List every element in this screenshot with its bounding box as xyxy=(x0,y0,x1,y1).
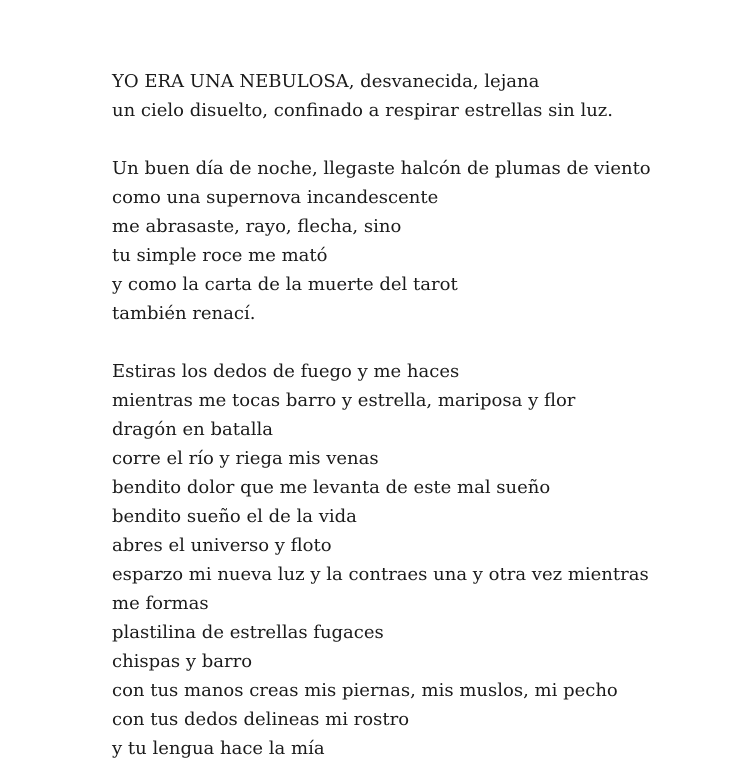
stanza-2 xyxy=(112,154,712,328)
poem-line: Un buen día de noche, llegaste halcón de plumas de viento xyxy=(112,158,651,179)
poem-line: plastilina de estrellas fugaces xyxy=(112,622,384,643)
poem-line: me formas xyxy=(112,593,209,614)
stanza-3 xyxy=(112,357,712,763)
poem-line: bendito dolor que me levanta de este mal sueño xyxy=(112,477,551,498)
poem-line: abres el universo y floto xyxy=(112,535,332,556)
poem-line: dragón en batalla xyxy=(112,419,273,440)
poem-line: y tu lengua hace la mía xyxy=(112,738,325,759)
poem-line: esparzo mi nueva luz y la contraes una y otra vez mientras xyxy=(112,564,649,585)
poem-line: me abrasaste, rayo, flecha, sino xyxy=(112,216,402,237)
poem-line: también renací. xyxy=(112,303,256,324)
poem-line: corre el río y riega mis venas xyxy=(112,448,379,469)
poem-line: chispas y barro xyxy=(112,651,253,672)
poem-line: mientras me tocas barro y estrella, mariposa y flor xyxy=(112,390,576,411)
poem-line: un cielo disuelto, confinado a respirar estrellas sin luz. xyxy=(112,100,614,121)
poem-line: y como la carta de la muerte del tarot xyxy=(112,274,458,295)
poem-line: YO ERA UNA NEBULOSA, desvanecida, lejana xyxy=(112,71,540,92)
stanza-1 xyxy=(112,67,712,125)
poem-line: como una supernova incandescente xyxy=(112,187,439,208)
poem-line: Estiras los dedos de fuego y me haces xyxy=(112,361,460,382)
poem-body xyxy=(112,67,712,763)
poem-line: tu simple roce me mató xyxy=(112,245,328,266)
poem-line: con tus manos creas mis piernas, mis muslos, mi pecho xyxy=(112,680,618,701)
poem-line: con tus dedos delineas mi rostro xyxy=(112,709,410,730)
poem-line: bendito sueño el de la vida xyxy=(112,506,357,527)
